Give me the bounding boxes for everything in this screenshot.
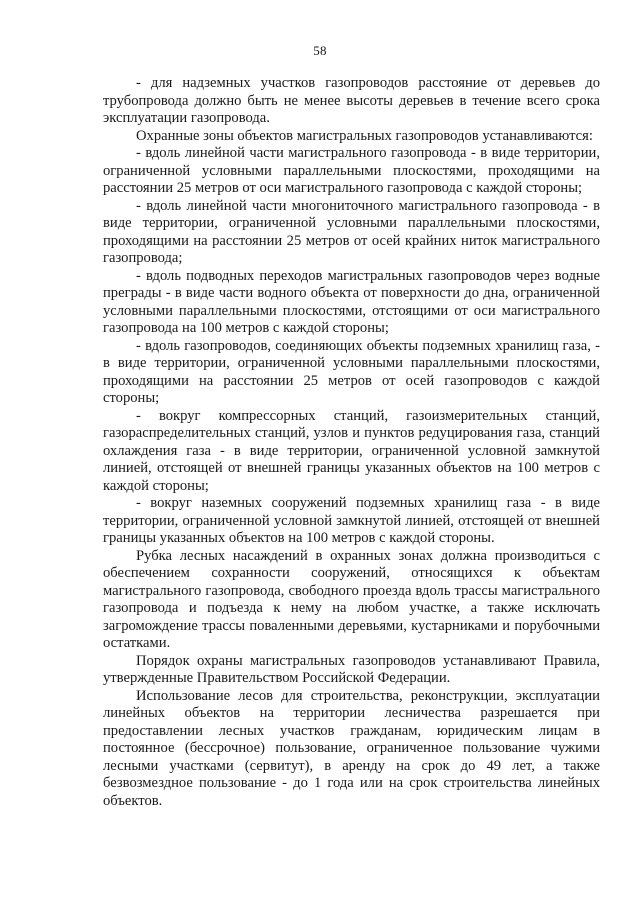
paragraph-forest-use: Использование лесов для строительства, реконструкции, эксплуатации линейных объектов на территории лесничества разрешается при предоставлении лесных участков гражданам, юридическим лицам в постоянное (бессрочное) пользование, ограниченное пользование чужими лесными участками (сервитут), в аренду на срок до 49 лет, а также безвозмездное пользование - до 1 года или на срок строительства линейных объектов. (103, 687, 600, 809)
paragraph-protection-zones-intro: Охранные зоны объектов магистральных газопроводов устанавливаются: (136, 127, 593, 144)
page-number: 58 (313, 43, 327, 58)
document-body (103, 75, 600, 810)
paragraph-storage-pipelines: - вдоль газопроводов, соединяющих объекты подземных хранилищ газа, - в виде территории, ограниченной условными параллельными плоскостями, проходящими на расстоянии 25 метров от осей газопроводов с каждой стороны; (103, 337, 600, 406)
paragraph-compressor-stations: - вокруг компрессорных станций, газоизмерительных станций, газораспределительных станций, узлов и пунктов редуцирования газа, станций охлаждения газа - в виде территории, ограниченной условной замкнутой линией, отстоящей от внешней границы указанных объектов на 100 метров с каждой стороны; (103, 407, 600, 494)
paragraph-underwater-crossings: - вдоль подводных переходов магистральных газопроводов через водные преграды - в виде части водного объекта от поверхности до дна, ограниченной условными параллельными плоскостями, отстоящими от оси магистрального газопровода на 100 метров с каждой стороны; (103, 267, 600, 336)
paragraph-overhead-sections: - для надземных участков газопроводов расстояние от деревьев до трубопровода должно быть не менее высоты деревьев в течение всего срока эксплуатации газопровода. (103, 75, 600, 126)
paragraph-protection-order: Порядок охраны магистральных газопроводов устанавливают Правила, утвержденные Правительством Российской Федерации. (103, 652, 600, 686)
paragraph-felling-rules: Рубка лесных насаждений в охранных зонах должна производиться с обеспечением сохранности сооружений, относящихся к объектам магистрального газопровода, свободного проезда вдоль трассы магистрального газопровода и подъезда к нему на любом участке, а также исключать загромождение трассы поваленными деревьями, кустарниками и порубочными остатками. (103, 547, 600, 651)
paragraph-multi-string: - вдоль линейной части многониточного магистрального газопровода - в виде территории, ограниченной условными параллельными плоскостями, проходящими на расстоянии 25 метров от осей крайних ниток магистрального газопровода; (103, 197, 600, 266)
paragraph-linear-part: - вдоль линейной части магистрального газопровода - в виде территории, ограниченной условными параллельными плоскостями, проходящими на расстоянии 25 метров от оси магистрального газопровода с каждой стороны; (103, 145, 600, 196)
paragraph-surface-structures: - вокруг наземных сооружений подземных хранилищ газа - в виде территории, ограниченной условной замкнутой линией, отстоящей от внешней границы указанных объектов на 100 метров с каждой стороны. (103, 495, 600, 546)
